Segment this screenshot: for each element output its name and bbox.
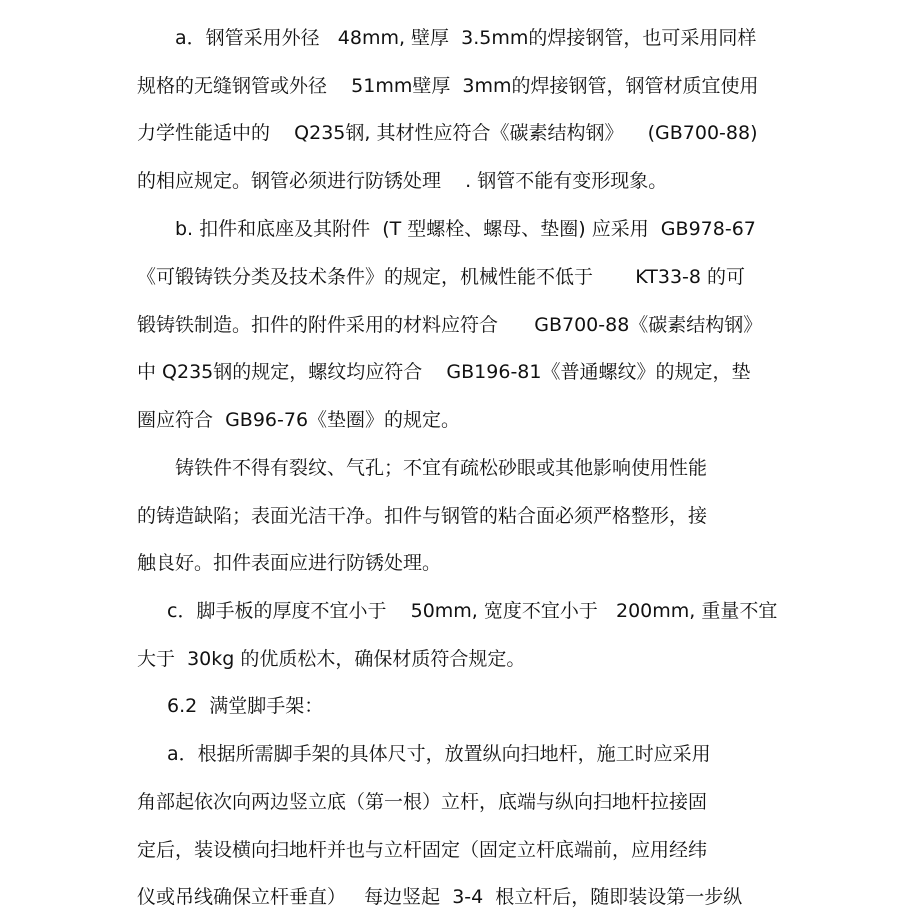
text-line: 的相应规定。钢管必须进行防锈处理 . 钢管不能有变形现象。: [137, 170, 668, 192]
text-line: a．根据所需脚手架的具体尺寸，放置纵向扫地杆，施工时应采用: [167, 743, 711, 765]
text-line: 触良好。扣件表面应进行防锈处理。: [137, 552, 442, 574]
text-line: 《可锻铸铁分类及技术条件》的规定，机械性能不低于 KT33-8 的可: [137, 266, 746, 288]
text-line: 规格的无缝钢管或外径 51mm壁厚 3mm的焊接钢管，钢管材质宜使用: [137, 75, 759, 97]
text-line: 的铸造缺陷；表面光洁干净。扣件与钢管的粘合面必须严格整形，接: [137, 505, 708, 527]
section-heading: 6.2 满堂脚手架：: [167, 695, 324, 717]
text-line: 角部起依次向两边竖立底（第一根）立杆，底端与纵向扫地杆拉接固: [137, 791, 708, 813]
text-line: 定后，装设横向扫地杆并也与立杆固定（固定立杆底端前，应用经纬: [137, 839, 708, 861]
text-line: 力学性能适中的 Q235钢, 其材性应符合《碳素结构钢》 (GB700-88): [137, 122, 758, 144]
text-line: b. 扣件和底座及其附件 (T 型螺栓、螺母、垫圈) 应采用 GB978-67: [175, 218, 756, 240]
text-line: 铸铁件不得有裂纹、气孔；不宜有疏松砂眼或其他影响使用性能: [175, 457, 708, 479]
text-line: c．脚手板的厚度不宜小于 50mm, 宽度不宜小于 200mm, 重量不宜: [167, 600, 778, 622]
text-line: 中 Q235钢的规定，螺纹均应符合 GB196-81《普通螺纹》的规定，垫: [137, 361, 751, 383]
text-line: 锻铸铁制造。扣件的附件采用的材料应符合 GB700-88《碳素结构钢》: [137, 314, 763, 336]
text-line: a．钢管采用外径 48mm, 壁厚 3.5mm的焊接钢管，也可采用同样: [175, 27, 757, 49]
text-line: 大于 30kg 的优质松木，确保材质符合规定。: [137, 648, 526, 670]
text-line: 仪或吊线确保立杆垂直） 每边竖起 3-4 根立杆后，随即装设第一步纵: [137, 886, 743, 908]
text-line: 圈应符合 GB96-76《垫圈》的规定。: [137, 409, 461, 431]
